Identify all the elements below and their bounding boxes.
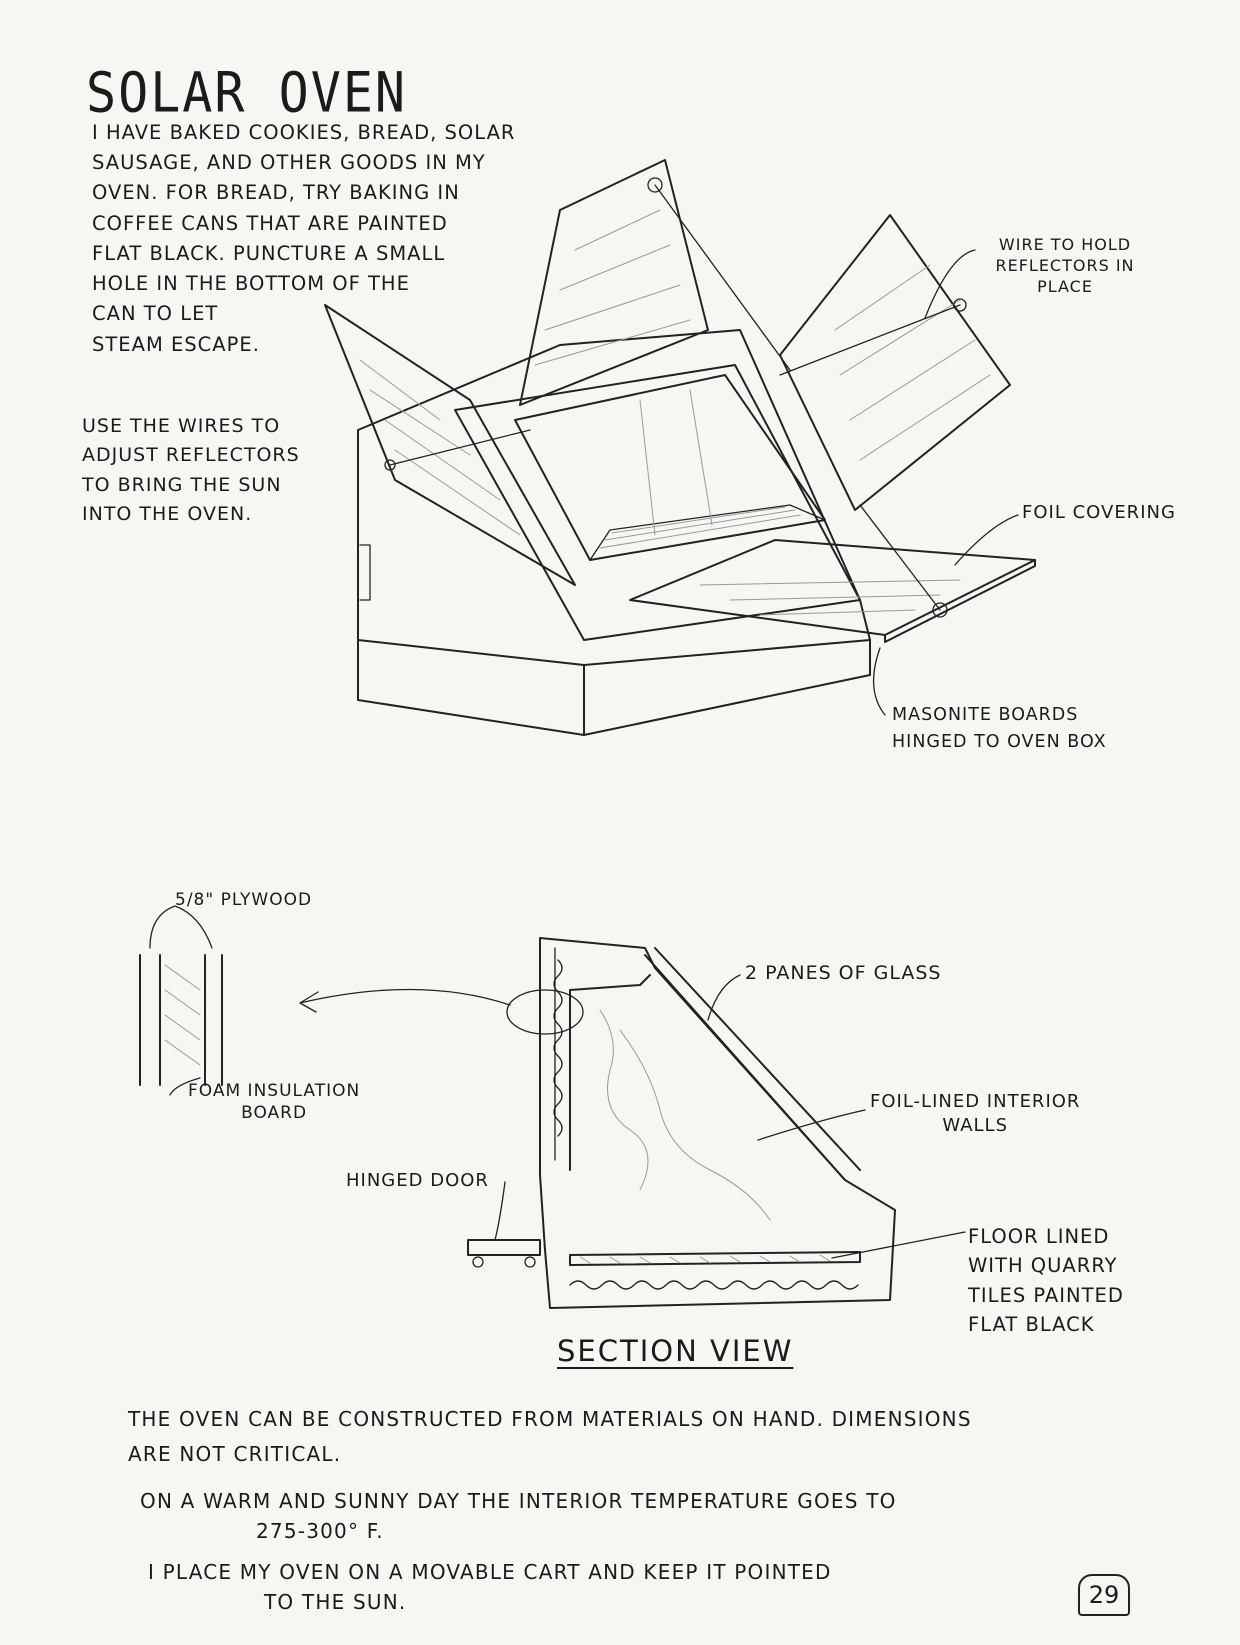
cart-note: I PLACE MY OVEN ON A MOVABLE CART AND KEEP IT POINTED xyxy=(148,1560,832,1584)
foam-insulation-label: FOAM INSULATION BOARD xyxy=(188,1081,361,1124)
plywood-label: 5/8" PLYWOOD xyxy=(175,890,313,910)
floor-tiles-label: FLOOR LINED WITH QUARRY TILES PAINTED FLAT BLACK xyxy=(968,1225,1124,1336)
adjust-reflectors-text: USE THE WIRES TO ADJUST REFLECTORS TO BRING THE SUN INTO THE OVEN. xyxy=(82,415,300,526)
section-view-title: SECTION VIEW xyxy=(557,1334,794,1368)
temperature-note: ON A WARM AND SUNNY DAY THE INTERIOR TEMPERATURE GOES TO xyxy=(140,1489,897,1513)
foil-covering-label: FOIL COVERING xyxy=(1022,502,1176,523)
masonite-label: MASONITE BOARDS HINGED TO OVEN BOX xyxy=(892,705,1107,753)
intro-text: I HAVE BAKED COOKIES, BREAD, SOLAR SAUSAGE, AND OTHER GOODS IN MY OVEN. FOR BREAD, TRY BAKING IN COFFEE CANS THAT ARE PAINTED FLAT BLACK. PUNCTURE A SMALL HOLE IN THE BOTTOM OF THE CAN TO LET STEAM ESCAPE. xyxy=(92,121,516,356)
cart-note-continued: TO THE SUN. xyxy=(264,1590,407,1614)
page-title: SOLAR OVEN xyxy=(86,60,408,125)
temperature-value: 275-300° F. xyxy=(256,1519,384,1543)
wire-label: WIRE TO HOLD REFLECTORS IN PLACE xyxy=(995,235,1135,296)
hinged-door-label: HINGED DOOR xyxy=(346,1170,489,1191)
page-number: 29 xyxy=(1078,1574,1130,1616)
construction-note: THE OVEN CAN BE CONSTRUCTED FROM MATERIALS ON HAND. DIMENSIONS ARE NOT CRITICAL. xyxy=(128,1407,972,1466)
foil-interior-label: FOIL-LINED INTERIOR WALLS xyxy=(870,1091,1081,1137)
glass-panes-label: 2 PANES OF GLASS xyxy=(745,962,942,984)
